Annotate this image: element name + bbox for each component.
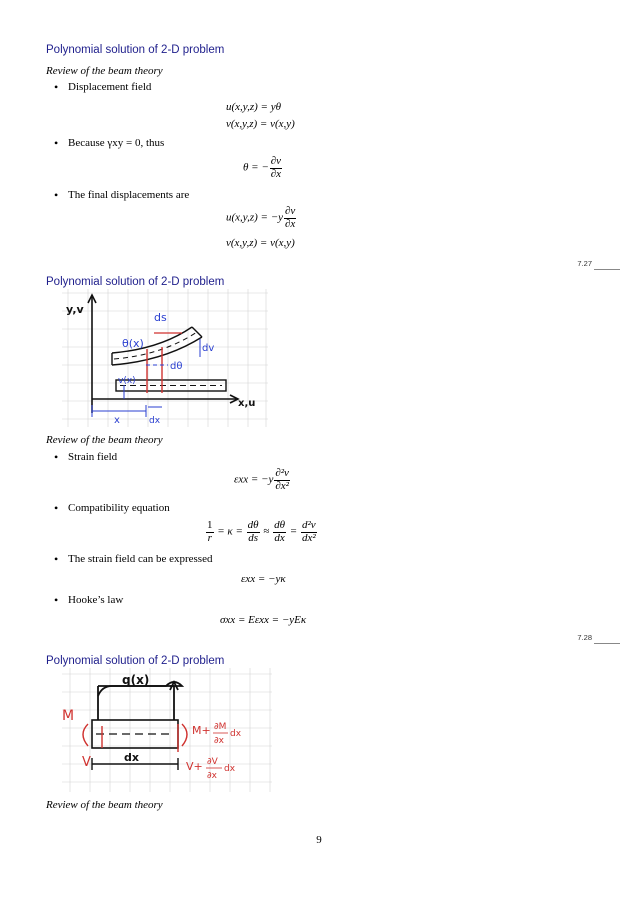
bullet-item: • Hooke’s law: [58, 594, 123, 606]
beam-element-sketch: [62, 668, 272, 792]
sketch-label: M+: [192, 724, 211, 737]
sketch-label: dv: [202, 343, 215, 354]
slide-divider: [594, 269, 620, 270]
equation-hooke: σxx = Eεxx = −yEκ: [220, 614, 307, 626]
bullet-item: • Displacement field: [58, 81, 151, 93]
sketch-label: y,v: [66, 303, 84, 316]
slide-number: 7.27: [577, 259, 592, 268]
sketch-label: x: [114, 415, 120, 426]
sketch-label: dθ: [170, 361, 183, 372]
sketch-label: ∂x: [207, 771, 217, 781]
page-number: 9: [316, 834, 322, 846]
equation-v: v(x,y,z) = v(x,y): [226, 118, 295, 130]
beam-deflection-sketch: [62, 289, 268, 427]
equation-compatibility: $\frac{1}{r}$ = κ = $\frac{d\theta}{ds}$ ≈ $\frac{d\theta}{dx}$ = $\frac{\text{d²v}}{\text{dx²}}$: [207, 519, 316, 544]
sketch-label: ds: [154, 311, 167, 324]
bullet-item: • Because γxy = 0, thus: [58, 137, 164, 149]
sketch-label: dx: [224, 764, 236, 774]
sketch-label: ∂M: [214, 722, 227, 732]
equation-u: u(x,y,z) = yθ: [226, 101, 281, 113]
equation-strain: εxx = −y $\frac{\text{∂²v}}{\text{∂x²}}$: [234, 467, 289, 492]
sketch-label: v(x): [118, 376, 136, 386]
equation-v-final: v(x,y,z) = v(x,y): [226, 237, 295, 249]
slide-divider: [594, 643, 620, 644]
sketch-label: ∂x: [214, 736, 224, 746]
sketch-label: q(x): [122, 673, 150, 687]
sketch-label: dx: [124, 751, 139, 764]
bullet-item: • Compatibility equation: [58, 502, 170, 514]
equation-strain-kappa: εxx = −yκ: [241, 573, 286, 585]
slide-title: Polynomial solution of 2-D problem: [46, 44, 225, 56]
sketch-label: θ(x): [122, 337, 144, 350]
sketch-label: V+: [186, 760, 203, 773]
slide-subtitle: Review of the beam theory: [46, 65, 163, 77]
equation-u-final: u(x,y,z) = −y $\frac{\partial v}{\partial x}$: [226, 205, 296, 230]
sketch-label: dx: [149, 416, 161, 426]
sketch-label: V: [82, 755, 91, 770]
bullet-item: • The final displacements are: [58, 189, 189, 201]
bullet-item: • The strain field can be expressed: [58, 553, 212, 565]
slide-title: Polynomial solution of 2-D problem: [46, 276, 225, 288]
slide-title: Polynomial solution of 2-D problem: [46, 655, 225, 667]
sketch-label: dx: [230, 729, 242, 739]
slide-number: 7.28: [577, 633, 592, 642]
equation-theta: θ = − $\frac{\partial v}{\partial x}$: [243, 155, 282, 180]
sketch-label: x,u: [238, 398, 256, 409]
slide-subtitle: Review of the beam theory: [46, 434, 163, 446]
sketch-label: ∂V: [207, 757, 218, 767]
bullet-item: • Strain field: [58, 451, 117, 463]
sketch-label: M: [62, 708, 75, 724]
slide-subtitle: Review of the beam theory: [46, 799, 163, 811]
